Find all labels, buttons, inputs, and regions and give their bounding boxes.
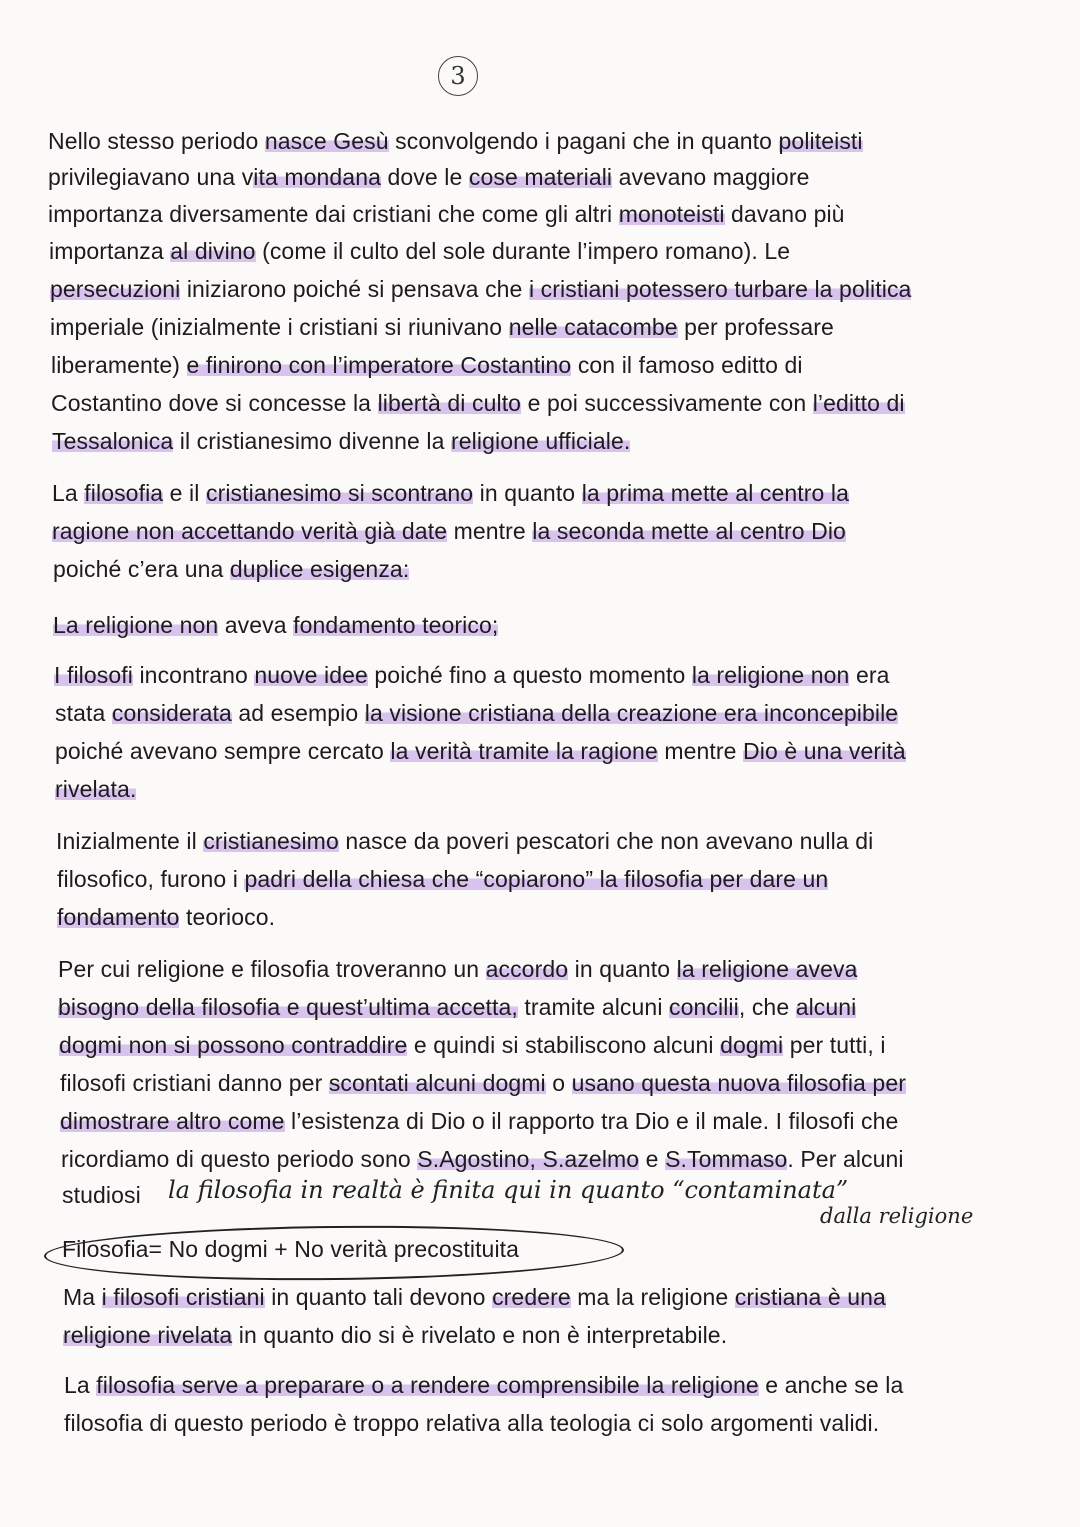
text-segment: ad esempio <box>231 700 365 726</box>
highlighted-text: la verità tramite la ragione <box>390 738 658 764</box>
text-line <box>48 128 863 155</box>
text-segment: , che <box>738 994 796 1020</box>
text-line <box>57 866 828 893</box>
text-line <box>55 738 906 765</box>
text-segment: ma la religione <box>570 1284 735 1310</box>
text-segment: in quanto dio si è rivelato e non è interpretabile. <box>232 1322 728 1348</box>
text-segment: poiché avevano sempre cercato <box>55 738 391 764</box>
highlighted-text: concilii <box>669 994 739 1020</box>
highlighted-text: S.Tommaso <box>665 1146 788 1172</box>
text-segment: Nello stesso periodo <box>48 128 265 154</box>
highlighted-text: i filosofi cristiani <box>101 1284 265 1310</box>
text-segment: Filosofia= No dogmi + No verità precostituita <box>62 1236 520 1262</box>
text-line <box>60 1070 906 1097</box>
text-segment: La <box>64 1372 97 1398</box>
highlighted-text: fondamento <box>57 904 180 930</box>
text-line <box>63 1284 886 1311</box>
highlighted-text: l’editto di <box>812 390 905 416</box>
text-line <box>52 428 630 455</box>
text-line <box>50 276 911 303</box>
highlighted-text: monoteisti <box>618 201 725 227</box>
highlighted-text: considerata <box>111 700 232 726</box>
highlighted-text: usano questa nuova filosofia per <box>571 1070 906 1096</box>
text-segment: avevano maggiore <box>612 164 810 190</box>
text-line <box>54 662 890 689</box>
highlighted-text: dimostrare altro come <box>60 1108 285 1134</box>
text-segment: La <box>52 480 85 506</box>
highlighted-text: duplice esigenza: <box>229 556 410 582</box>
highlighted-text: fondamento teorico; <box>293 612 499 638</box>
highlighted-text: cristianesimo si scontrano <box>205 480 474 506</box>
highlighted-text: ita mondana <box>253 164 381 190</box>
highlighted-text: politeisti <box>778 128 863 154</box>
text-line <box>53 612 498 639</box>
highlighted-text: S.Agostino, S.azelmo <box>417 1146 640 1172</box>
highlighted-text: filosofia serve a preparare o a rendere comprensibile la religione <box>96 1372 759 1398</box>
highlighted-text: la religione non <box>691 662 850 688</box>
highlighted-text: la seconda mette al centro Dio <box>532 518 846 544</box>
text-segment: poiché c’era una <box>53 556 230 582</box>
highlighted-text: padri della chiesa che “copiarono” la filosofia per dare un <box>244 866 829 892</box>
highlighted-text: alcuni <box>795 994 857 1020</box>
highlighted-text: rivelata. <box>55 776 137 802</box>
text-segment: Ma <box>63 1284 102 1310</box>
text-segment: e quindi si stabiliscono alcuni <box>407 1032 721 1058</box>
text-segment: teorioco. <box>179 904 276 930</box>
text-line <box>51 390 905 417</box>
text-segment: tramite alcuni <box>517 994 670 1020</box>
text-segment: l’esistenza di Dio o il rapporto tra Dio e il male. I filosofi che <box>284 1108 899 1134</box>
highlighted-text: scontati alcuni dogmi <box>328 1070 546 1096</box>
text-segment: mentre <box>657 738 744 764</box>
text-line <box>55 776 136 803</box>
text-segment: con il famoso editto di <box>571 352 803 378</box>
highlighted-text: filosofia <box>84 480 164 506</box>
highlighted-text: religione rivelata <box>63 1322 233 1348</box>
text-segment: filosofi cristiani danno per <box>60 1070 329 1096</box>
highlighted-text: cristiana è una <box>734 1284 886 1310</box>
text-segment: (come il culto del sole durante l’impero romano). Le <box>255 238 791 264</box>
highlighted-text: La religione non <box>53 612 219 638</box>
text-segment: e il <box>163 480 206 506</box>
text-segment: in quanto <box>568 956 677 982</box>
text-segment: nasce da poveri pescatori che non avevano nulla di <box>338 828 874 854</box>
text-segment: sconvolgendo i pagani che in quanto <box>388 128 779 154</box>
text-segment: importanza diversamente dai cristiani che come gli altri <box>48 201 619 227</box>
text-line <box>48 164 809 191</box>
text-segment: era <box>849 662 890 688</box>
highlighted-text: nelle catacombe <box>508 314 678 340</box>
text-segment: filosofia di questo periodo è troppo relativa alla teologia ci solo argomenti validi. <box>64 1410 880 1436</box>
highlighted-text: cristianesimo <box>203 828 339 854</box>
text-line <box>58 994 856 1021</box>
highlighted-text: ragione non accettando verità già date <box>52 518 448 544</box>
text-segment: e anche se la <box>758 1372 904 1398</box>
text-line <box>49 238 790 265</box>
highlighted-text: e finirono con l’imperatore Costantino <box>186 352 572 378</box>
highlighted-text: bisogno della filosofia e quest’ultima accetta, <box>58 994 518 1020</box>
text-line <box>58 956 857 983</box>
text-segment: liberamente) <box>51 352 187 378</box>
highlighted-text: I filosofi <box>54 662 133 688</box>
text-segment: Costantino dove si concesse la <box>51 390 378 416</box>
highlighted-text: nuove idee <box>254 662 368 688</box>
text-segment: e <box>639 1146 666 1172</box>
text-segment: Per cui religione e filosofia troveranno un <box>58 956 486 982</box>
text-line <box>62 1182 141 1209</box>
text-segment: studiosi <box>62 1182 141 1208</box>
hand-drawn-circle <box>44 1223 625 1283</box>
highlighted-text: Dio è una verità <box>743 738 906 764</box>
text-segment: Inizialmente il <box>56 828 204 854</box>
page-number: 3 <box>438 56 478 96</box>
highlighted-text: la prima mette al centro la <box>581 480 850 506</box>
highlighted-text: dogmi <box>720 1032 784 1058</box>
text-segment: in quanto <box>473 480 582 506</box>
text-line <box>60 1108 898 1135</box>
highlighted-text: dogmi non si possono contraddire <box>59 1032 408 1058</box>
highlighted-text: cose materiali <box>468 164 613 190</box>
text-segment: aveva <box>218 612 294 638</box>
text-line <box>61 1146 904 1173</box>
text-segment: mentre <box>447 518 533 544</box>
highlighted-text: persecuzioni <box>50 276 181 302</box>
highlighted-text: religione ufficiale. <box>451 428 631 454</box>
text-segment: il cristianesimo divenne la <box>173 428 452 454</box>
highlighted-text: credere <box>492 1284 571 1310</box>
text-segment: dove le <box>381 164 469 190</box>
text-line <box>59 1032 886 1059</box>
text-segment: privilegiavano una v <box>48 164 254 190</box>
text-segment: o <box>545 1070 572 1096</box>
text-segment: per tutti, i <box>783 1032 886 1058</box>
highlighted-text: al divino <box>170 238 256 264</box>
text-line <box>51 352 803 379</box>
text-line <box>63 1322 727 1349</box>
highlighted-text: la religione aveva <box>676 956 858 982</box>
highlighted-text: libertà di culto <box>377 390 522 416</box>
text-segment: davano più <box>724 201 845 227</box>
text-line <box>56 828 873 855</box>
handwritten-note-line1: la filosofia in realtà è finita qui in quanto “contaminata” <box>168 1176 849 1204</box>
text-segment: ricordiamo di questo periodo sono <box>61 1146 418 1172</box>
text-line <box>48 201 845 228</box>
highlighted-text: nasce Gesù <box>264 128 389 154</box>
highlighted-text: la visione cristiana della creazione era inconcepibile <box>364 700 899 726</box>
text-line <box>53 556 409 583</box>
highlighted-text: Tessalonica <box>52 428 174 454</box>
handwritten-note-line2: dalla religione <box>820 1204 974 1228</box>
text-segment: per professare <box>677 314 834 340</box>
text-line <box>57 904 275 931</box>
text-segment: imperiale (inizialmente i cristiani si riunivano <box>50 314 509 340</box>
highlighted-text: accordo <box>485 956 569 982</box>
text-segment: e poi successivamente con <box>521 390 813 416</box>
text-line <box>64 1410 879 1437</box>
text-segment: iniziarono poiché si pensava che <box>180 276 529 302</box>
text-segment: filosofico, furono i <box>57 866 245 892</box>
highlighted-text: i cristiani potessero turbare la politica <box>528 276 912 302</box>
text-segment: . Per alcuni <box>787 1146 904 1172</box>
text-line <box>55 700 898 727</box>
text-segment: poiché fino a questo momento <box>367 662 692 688</box>
text-line <box>52 518 846 545</box>
text-segment: incontrano <box>132 662 255 688</box>
text-line <box>64 1372 903 1399</box>
text-segment: in quanto tali devono <box>264 1284 493 1310</box>
text-segment: importanza <box>49 238 171 264</box>
text-line <box>52 480 849 507</box>
text-line <box>50 314 834 341</box>
text-segment: stata <box>55 700 112 726</box>
